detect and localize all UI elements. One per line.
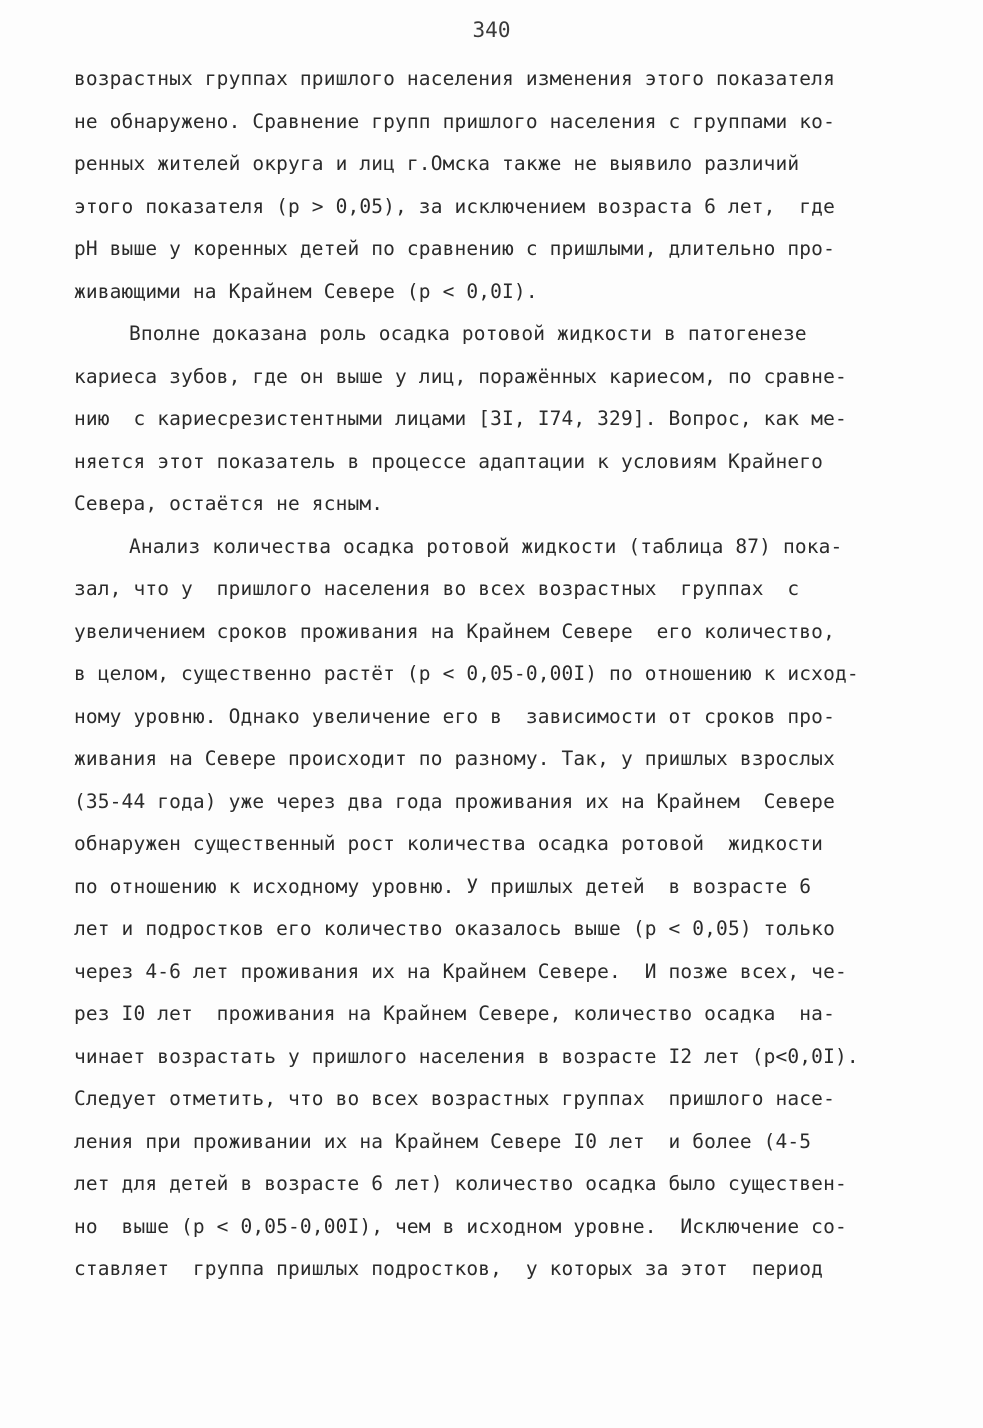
text-line: ления при проживании их на Крайнем Севере I0 лет и более (4-5 xyxy=(74,1129,812,1153)
text-line: Следует отметить, что во всех возрастных группах пришлого насе- xyxy=(74,1087,835,1110)
text-line: увеличением сроков проживания на Крайнем Севере его количество, xyxy=(74,619,835,643)
text-line: по отношению к исходному уровню. У пришлых детей в возрасте 6 xyxy=(74,874,812,898)
text-line: но выше (р < 0,05-0,00I), чем в исходном уровне. Исключение со- xyxy=(74,1214,847,1238)
paragraph-start-line: Анализ количества осадка ротовой жидкости (таблица 87) пока- xyxy=(129,534,843,558)
body-text xyxy=(74,58,924,1291)
text-line: обнаружен существенный рост количества осадка ротовой жидкости xyxy=(74,832,824,855)
text-line: (35-44 года) уже через два года проживания их на Крайнем Севере xyxy=(74,789,835,813)
text-line: ренных жителей округа и лиц г.Омска также не выявило различий xyxy=(74,152,800,175)
text-line: ставляет группа пришлых подростков, у которых за этот период xyxy=(74,1257,824,1280)
text-line: ному уровню. Однако увеличение его в зависимости от сроков про- xyxy=(74,704,835,728)
text-line: рН выше у коренных детей по сравнению с пришлыми, длительно про- xyxy=(74,237,835,260)
page-number: 340 xyxy=(472,18,511,42)
text-line: кариеса зубов, где он выше у лиц, поражённых кариесом, по сравне- xyxy=(74,364,847,388)
text-line: не обнаружено. Сравнение групп пришлого населения с группами ко- xyxy=(74,109,835,133)
text-line: живающими на Крайнем Севере (р < 0,0I). xyxy=(74,279,538,303)
text-line: возрастных группах пришлого населения изменения этого показателя xyxy=(74,67,835,90)
text-line: через 4-6 лет проживания их на Крайнем Севере. И позже всех, че- xyxy=(74,959,847,983)
text-line: в целом, существенно растёт (р < 0,05-0,00I) по отношению к исход- xyxy=(74,662,859,685)
text-line: лет для детей в возрасте 6 лет) количество осадка было существен- xyxy=(74,1172,847,1195)
text-line: живания на Севере происходит по разному. Так, у пришлых взрослых xyxy=(74,747,835,770)
text-line: зал, что у пришлого населения во всех возрастных группах с xyxy=(74,577,800,600)
text-line: рез I0 лет проживания на Крайнем Севере, количество осадка на- xyxy=(74,1002,835,1025)
text-line: нию с кариесрезистентными лицами [3I, I74, 329]. Вопрос, как ме- xyxy=(74,407,847,430)
text-line: чинает возрастать у пришлого населения в возрасте I2 лет (р<0,0I). xyxy=(74,1044,859,1068)
text-line: Севера, остаётся не ясным. xyxy=(74,492,384,515)
text-line: этого показателя (р > 0,05), за исключением возраста 6 лет, где xyxy=(74,194,835,218)
text-line: няется этот показатель в процессе адаптации к условиям Крайнего xyxy=(74,449,824,473)
paragraph-start-line: Вполне доказана роль осадка ротовой жидкости в патогенезе xyxy=(129,322,807,345)
text-line: лет и подростков его количество оказалось выше (р < 0,05) только xyxy=(74,917,835,940)
